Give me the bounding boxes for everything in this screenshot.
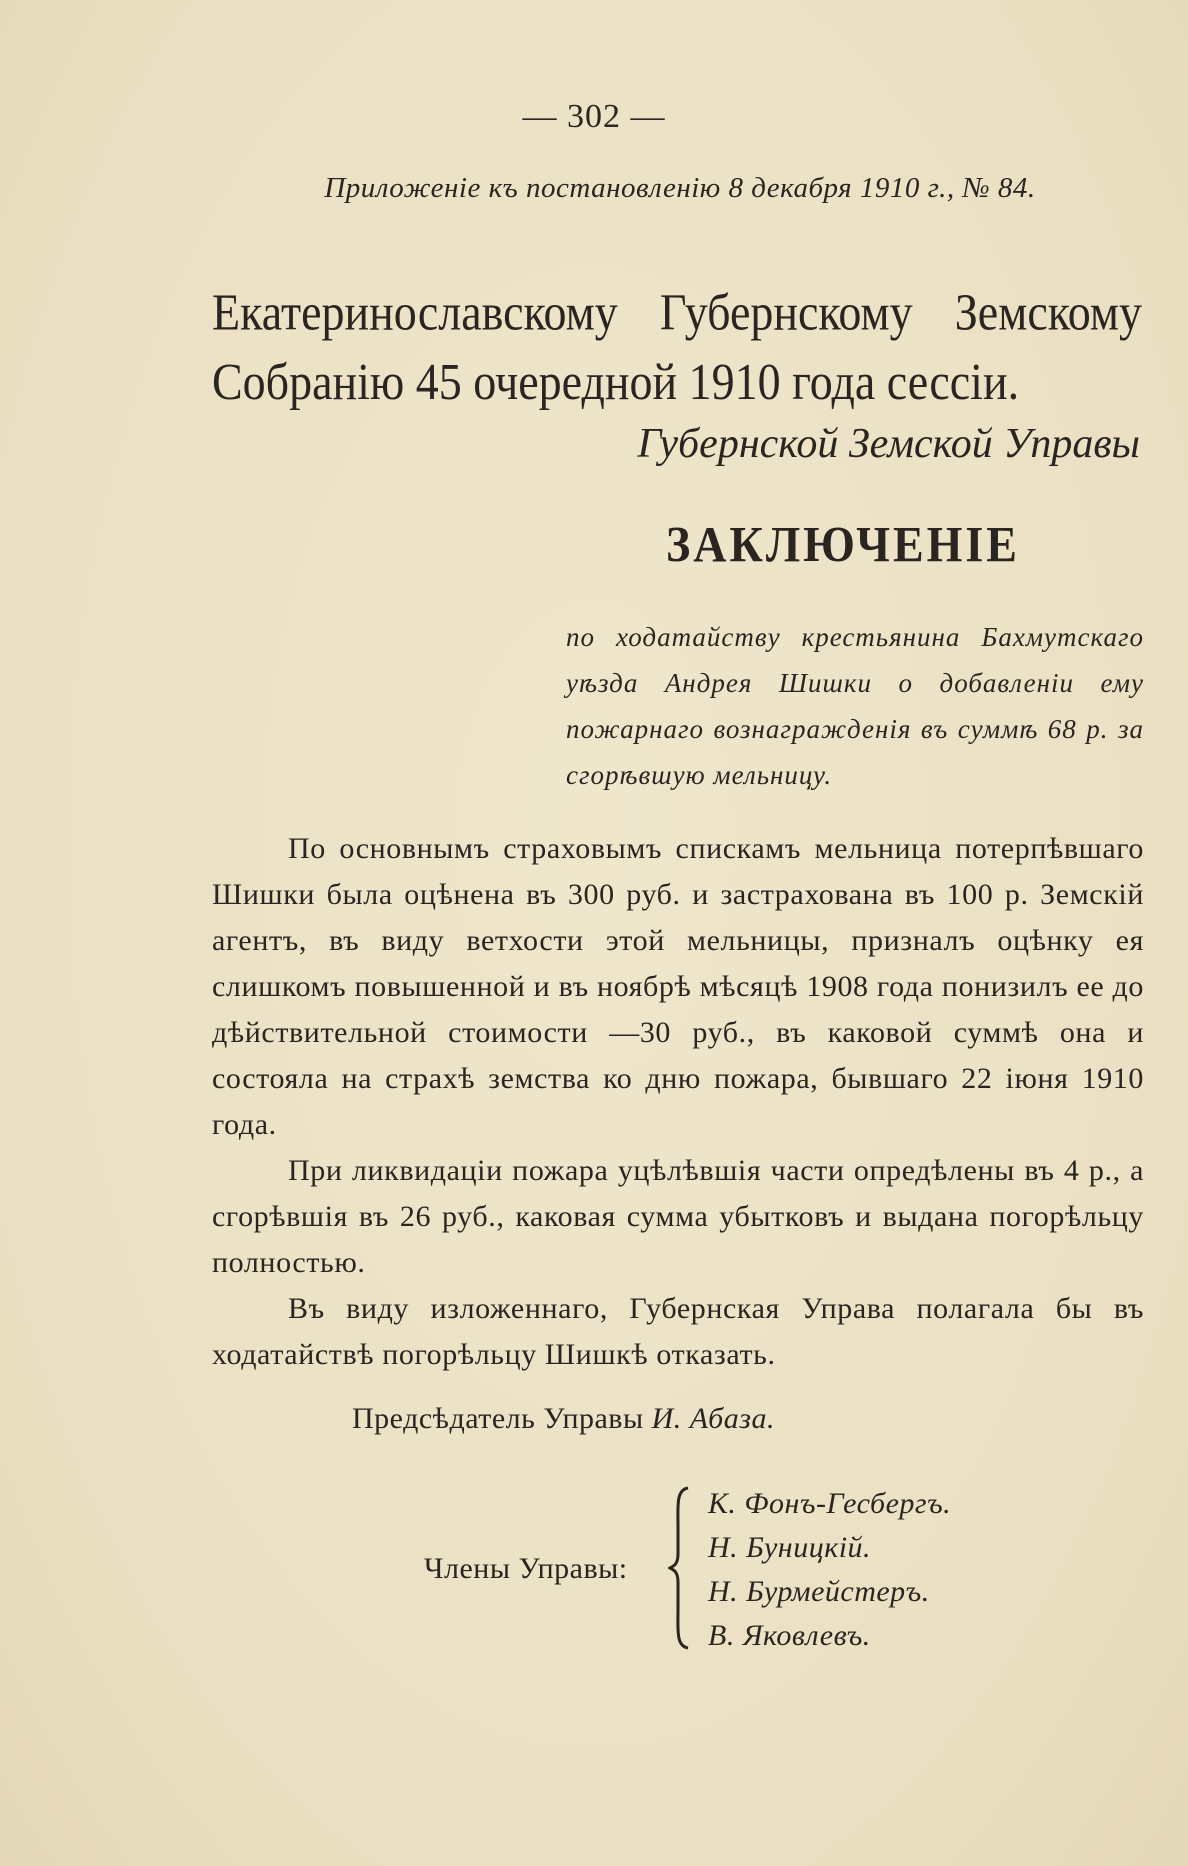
document-title: ЗАКЛЮЧЕНІЕ	[666, 516, 1020, 573]
member-name: Н. Бурмейстеръ.	[708, 1575, 930, 1608]
page-number: — 302 —	[522, 98, 666, 135]
appendix-note: Приложеніе къ постановленію 8 декабря 1910 г., № 84.	[324, 172, 1036, 204]
body-text	[212, 826, 1144, 1378]
curly-brace-icon	[668, 1486, 694, 1650]
members-list	[708, 1482, 1128, 1658]
paragraph: По основнымъ страховымъ спискамъ мельница потерпѣвшаго Шишки была оцѣнена въ 300 руб. и застрахована въ 100 р. Земскій агентъ, въ виду ветхости этой мельницы, призналъ оцѣнку ея слишкомъ повышенной и въ ноябрѣ мѣсяцѣ 1908 года понизилъ ее до дѣйствительной стоимости —30 руб., въ каковой суммѣ она и состояла на страхѣ земства ко дню пожара, бывшаго 22 іюня 1910 года.	[212, 832, 1144, 1141]
member-name: В. Яковлевъ.	[708, 1619, 871, 1652]
chair-signature	[352, 1402, 1052, 1436]
chair-title: Предсѣдатель Управы	[352, 1402, 644, 1435]
paragraph: Въ виду изложеннаго, Губернская Управа полагала бы въ ходатайствѣ погорѣльцу Шишкѣ отказать.	[212, 1292, 1144, 1371]
from-line: Губернской Земской Управы	[637, 421, 1140, 467]
members-label: Члены Управы:	[424, 1552, 628, 1585]
paragraph: При ликвидаціи пожара уцѣлѣвшія части опредѣлены въ 4 р., а сгорѣвшія въ 26 руб., каковая сумма убытковъ и выдана погорѣльцу полностью.	[212, 1154, 1144, 1279]
member-name: Н. Буницкій.	[708, 1531, 872, 1564]
addressee-heading: Екатеринославскому Губернскому Земскому Собранію 45 очередной 1910 года сессіи.	[212, 283, 1142, 411]
member-name: К. Фонъ-Гесбергъ.	[708, 1487, 952, 1520]
chair-name: И. Абаза.	[651, 1402, 775, 1435]
subject-summary: по ходатайству крестьянина Бахмутскаго уѣзда Андрея Шишки о добавленіи ему пожарнаго вознагражденія въ суммѣ 68 р. за сгорѣвшую мельницу.	[566, 622, 1144, 790]
